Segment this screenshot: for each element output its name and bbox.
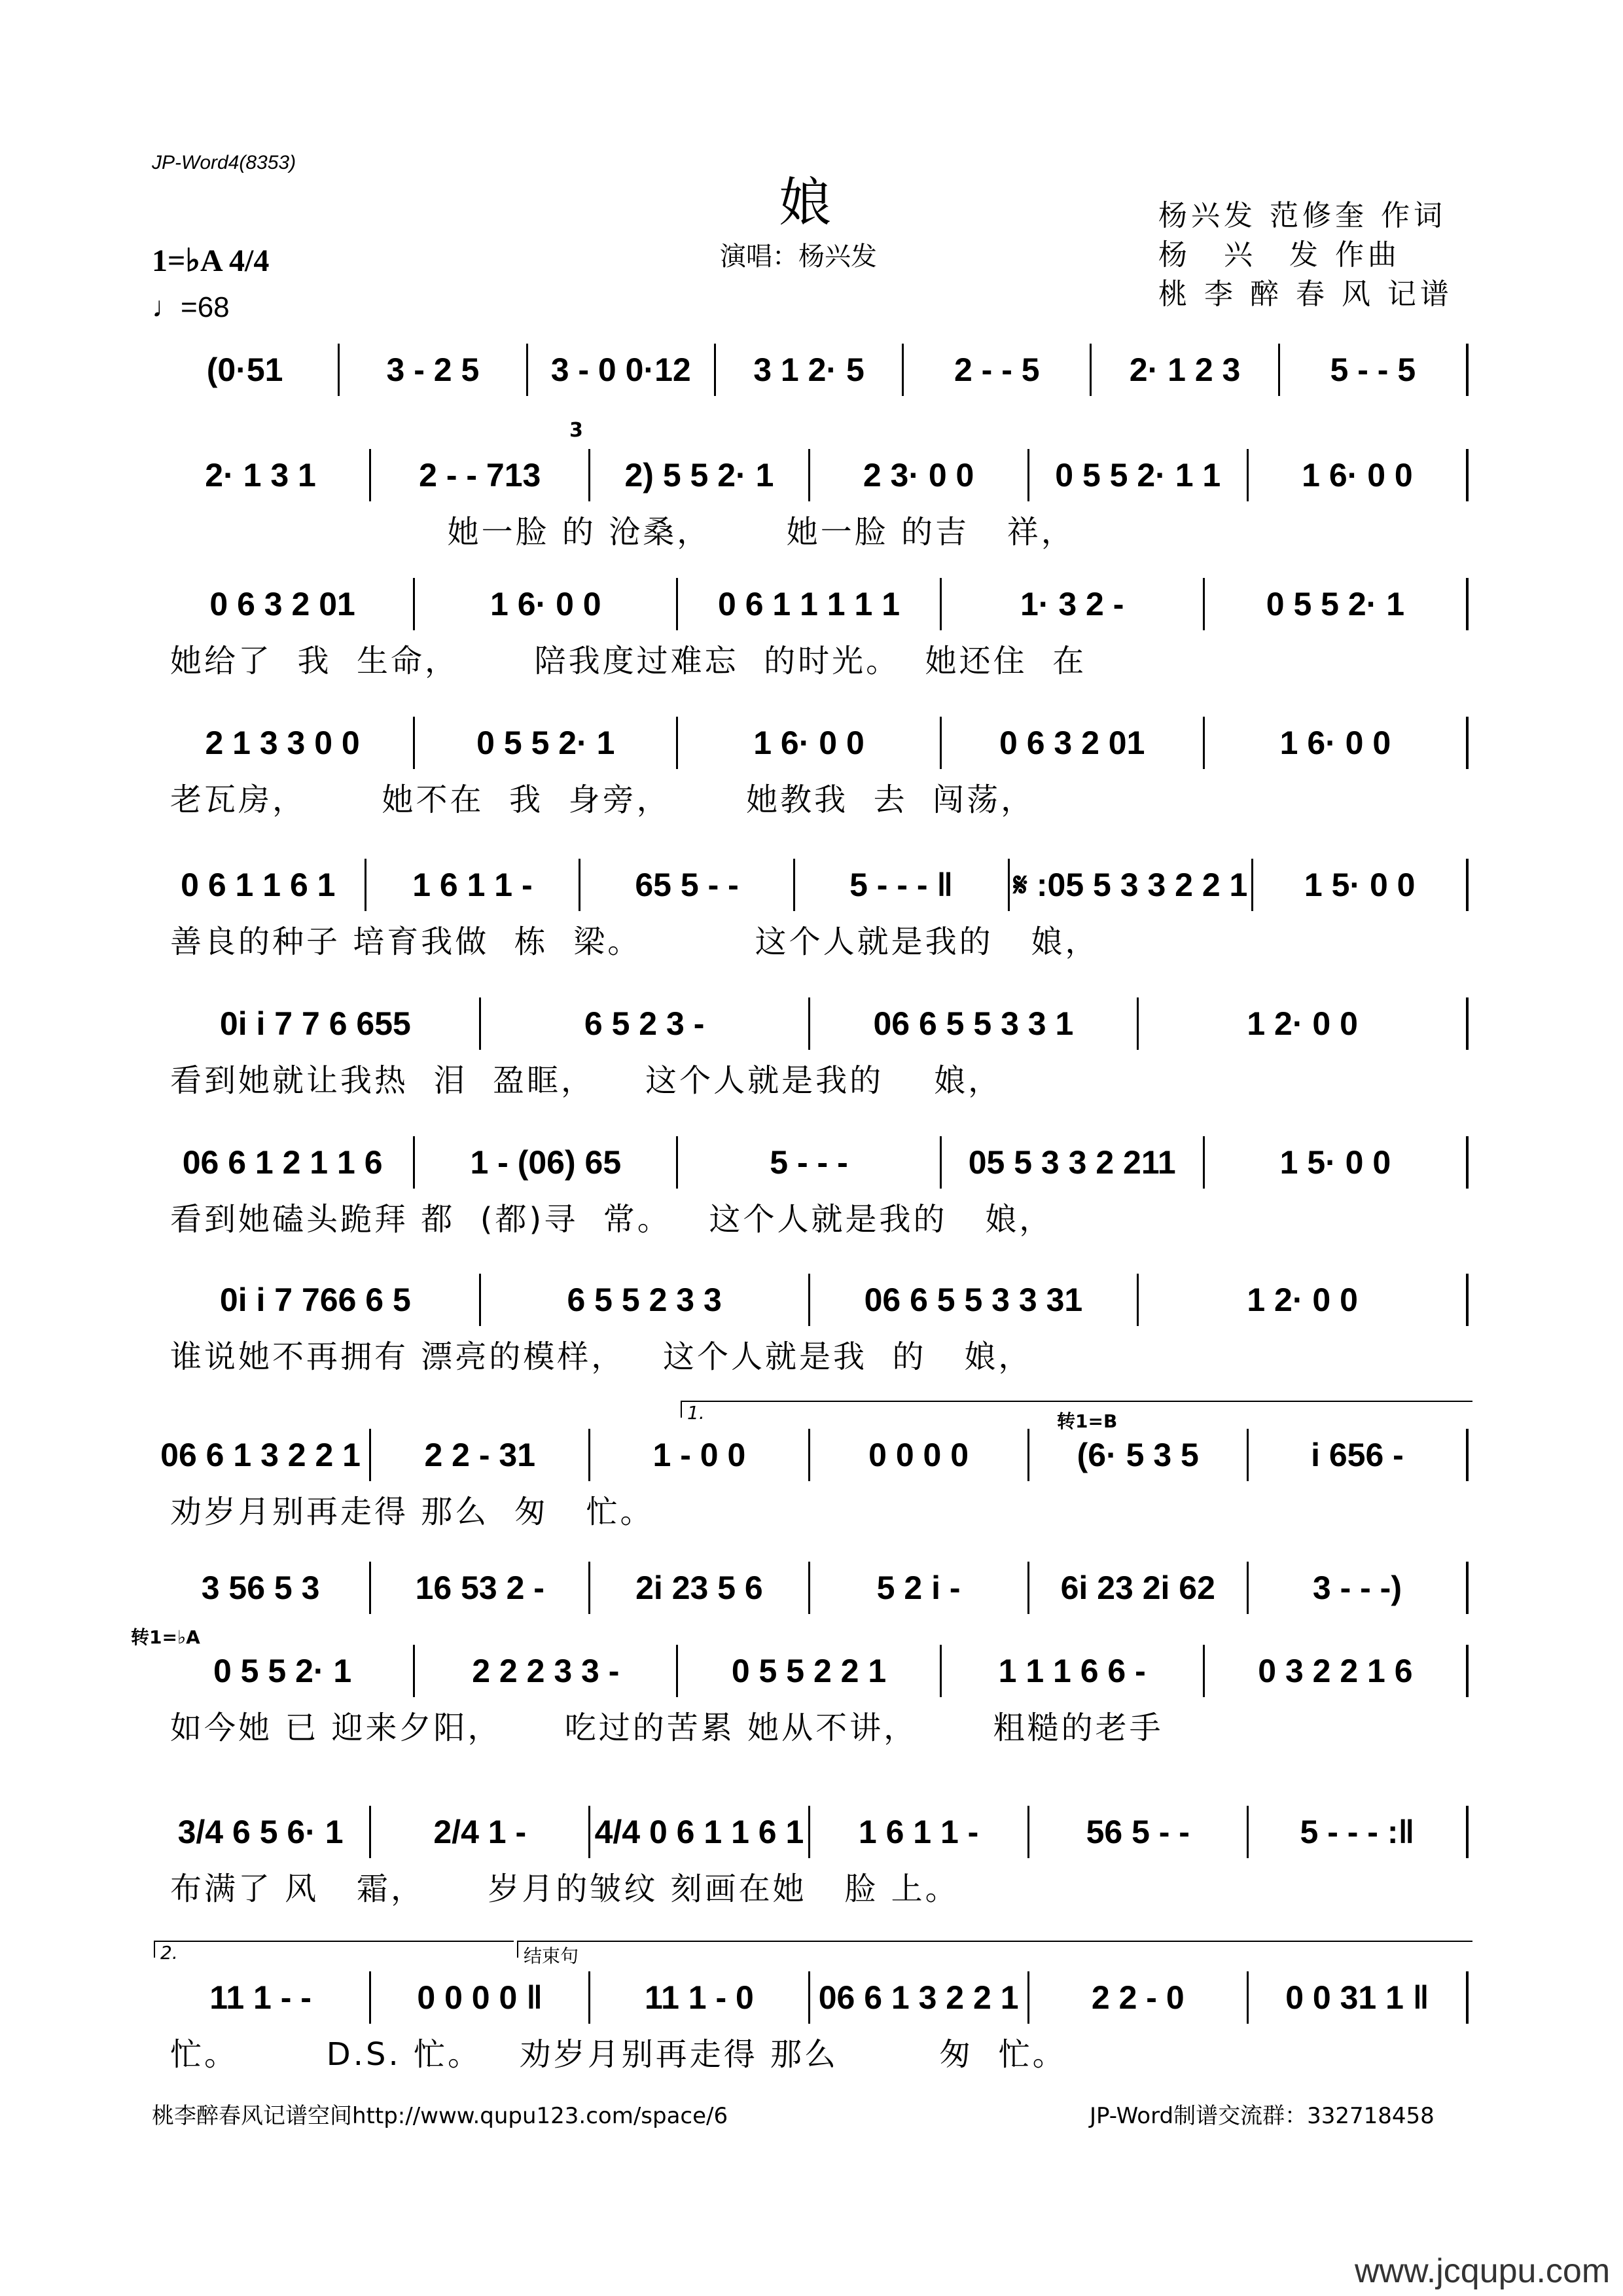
measure: 3 - 2 5 <box>340 344 527 396</box>
measure: 1 2· 0 0 <box>1139 1274 1469 1326</box>
music-system <box>152 1806 1469 1858</box>
footer-left: 桃李醉春风记谱空间http://www.qupu123.com/space/6 <box>152 2103 728 2129</box>
measure: 1 6· 0 0 <box>678 717 941 769</box>
measure: 06 6 5 5 3 3 1 <box>810 997 1139 1050</box>
measure: 1 - (06) 65 <box>415 1136 678 1189</box>
triplet-mark: 3 <box>569 419 583 442</box>
footer-right: JP-Word制谱交流群：332718458 <box>1090 2103 1435 2129</box>
measure: 06 6 1 3 2 2 1 <box>810 1971 1029 2024</box>
measure: 2 2 2 3 3 - <box>415 1645 678 1697</box>
lyrics-line: 忙。 D.S. 忙。 劝岁月别再走得 那么 匆 忙。 <box>170 2036 1067 2073</box>
measure: 6 5 2 3 - <box>481 997 810 1050</box>
measure: 65 5 - - <box>580 859 795 911</box>
measure: 5 - - 5 <box>1280 344 1469 396</box>
measure: 0 6 3 2 01 <box>152 578 415 630</box>
measure: 2i 23 5 6 <box>590 1562 810 1614</box>
music-system <box>152 449 1469 501</box>
measure: 1 - 0 0 <box>590 1429 810 1481</box>
measure: 1 6· 0 0 <box>1249 449 1469 501</box>
measure: 1· 3 2 - <box>942 578 1205 630</box>
measure: 0i i 7 766 6 5 <box>152 1274 481 1326</box>
measure: i 656 - <box>1249 1429 1469 1481</box>
measure: 06 6 1 3 2 2 1 <box>152 1429 371 1481</box>
transcriber: 桃 李 醉 春 风 记谱 <box>1158 278 1453 311</box>
music-system <box>152 1429 1469 1481</box>
lyrics-line: 谁说她不再拥有 漂亮的模样， 这个人就是我 的 娘， <box>170 1338 1033 1375</box>
measure: 05 5 3 3 2 211 <box>942 1136 1205 1189</box>
music-system <box>152 859 1469 911</box>
measure: 1 6 1 1 - <box>810 1806 1029 1858</box>
lyrics-line: 如今她 已 迎来夕阳， 吃过的苦累 她从不讲， 粗糙的老手 <box>170 1710 1164 1746</box>
measure: 2 2 - 0 <box>1029 1971 1249 2024</box>
measure: 0 5 5 2· 1 <box>415 717 678 769</box>
measure: 0 6 3 2 01 <box>942 717 1205 769</box>
music-system <box>152 1645 1469 1697</box>
lyrics-line: 老瓦房， 她不在 我 身旁， 她教我 去 闯荡， <box>170 781 1035 818</box>
measure: 16 53 2 - <box>371 1562 590 1614</box>
measure: 2/4 1 - <box>371 1806 590 1858</box>
measure: 0 6 1 1 6 1 <box>152 859 366 911</box>
measure: 0 0 31 1 ‖ <box>1249 1971 1469 2024</box>
measure: 0 5 5 2· 1 1 <box>1029 449 1249 501</box>
measure: 3 - - -) <box>1249 1562 1469 1614</box>
measure: 5 - - - ‖ <box>795 859 1010 911</box>
lyrics-line: 劝岁月别再走得 那么 匆 忙。 <box>170 1494 654 1530</box>
measure: (0·51 <box>152 344 340 396</box>
music-system <box>152 344 1469 396</box>
music-system <box>152 1971 1469 2024</box>
music-system <box>152 1136 1469 1189</box>
measure: 3 56 5 3 <box>152 1562 371 1614</box>
measure: (6· 5 3 5 <box>1029 1429 1249 1481</box>
lyrics-line: 布满了 风 霜， 岁月的皱纹 刻画在她 脸 上。 <box>170 1871 959 1907</box>
lyrics-line: 看到她就让我热 泪 盈眶， 这个人就是我的 娘， <box>170 1062 1003 1099</box>
modulation-b: 转1=B <box>1057 1410 1118 1432</box>
measure: 5 - - - :‖ <box>1249 1806 1469 1858</box>
measure: 2 3· 0 0 <box>810 449 1029 501</box>
measure: 3 1 2· 5 <box>716 344 904 396</box>
ending-phrase: 结束句 <box>517 1941 1472 1958</box>
measure: 56 5 - - <box>1029 1806 1249 1858</box>
composer: 杨 兴 发 作曲 <box>1158 238 1400 272</box>
measure: 0 0 0 0 ‖ <box>371 1971 590 2024</box>
measure: 0 6 1 1 1 1 1 <box>678 578 941 630</box>
lyrics-line: 善良的种子 培育我做 栋 梁。 这个人就是我的 娘， <box>170 924 1099 960</box>
measure: 5 - - - <box>678 1136 941 1189</box>
measure: 06 6 1 2 1 1 6 <box>152 1136 415 1189</box>
measure: 0i i 7 7 6 655 <box>152 997 481 1050</box>
modulation-ab: 转1=♭A <box>131 1626 200 1648</box>
volta-2: 2. <box>154 1941 514 1958</box>
music-system <box>152 578 1469 630</box>
measure: 4/4 0 6 1 1 6 1 <box>590 1806 810 1858</box>
music-system <box>152 1562 1469 1614</box>
lyricist: 杨兴发 范修奎 作词 <box>1158 199 1446 232</box>
tempo-marking: ♩=68 <box>152 291 230 323</box>
measure: 2 2 - 31 <box>371 1429 590 1481</box>
measure: 6i 23 2i 62 <box>1029 1562 1249 1614</box>
measure: 𝄋 :05 5 3 3 2 2 1 <box>1010 859 1254 911</box>
measure: 2· 1 2 3 <box>1092 344 1279 396</box>
measure: 2 1 3 3 0 0 <box>152 717 415 769</box>
volta-1: 1. <box>681 1401 1472 1418</box>
song-title: 娘 <box>779 172 831 233</box>
music-system <box>152 1274 1469 1326</box>
measure: 0 5 5 2· 1 <box>1205 578 1469 630</box>
measure: 0 5 5 2 2 1 <box>678 1645 941 1697</box>
measure: 1 2· 0 0 <box>1139 997 1469 1050</box>
measure: 1 6· 0 0 <box>1205 717 1469 769</box>
measure: 1 5· 0 0 <box>1253 859 1469 911</box>
lyrics-line: 看到她磕头跪拜 都 (都)寻 常。 这个人就是我的 娘， <box>170 1201 1054 1238</box>
key-signature: 1=♭A 4/4 <box>152 243 270 278</box>
watermark: www.jcqupu.com <box>1355 2252 1611 2290</box>
measure: 0 0 0 0 <box>810 1429 1029 1481</box>
measure: 2 - - 5 <box>904 344 1092 396</box>
lyrics-line: 她一脸 的 沧桑， 她一脸 的吉 祥， <box>170 514 1075 550</box>
measure: 11 1 - - <box>152 1971 371 2024</box>
measure: 0 5 5 2· 1 <box>152 1645 415 1697</box>
measure: 6 5 5 2 3 3 <box>481 1274 810 1326</box>
software-version: JP-Word4(8353) <box>152 152 296 173</box>
measure: 1 5· 0 0 <box>1205 1136 1469 1189</box>
measure: 11 1 - 0 <box>590 1971 810 2024</box>
singer: 演唱：杨兴发 <box>720 242 877 272</box>
measure: 06 6 5 5 3 3 31 <box>810 1274 1139 1326</box>
lyrics-line: 她给了 我 生命， 陪我度过难忘 的时光。 她还住 在 <box>170 643 1087 679</box>
music-system <box>152 717 1469 769</box>
music-system <box>152 997 1469 1050</box>
measure: 2 - - 713 <box>371 449 590 501</box>
measure: 1 6· 0 0 <box>415 578 678 630</box>
measure: 1 6 1 1 - <box>366 859 581 911</box>
credits <box>1158 196 1453 314</box>
measure: 3 - 0 0·12 <box>528 344 716 396</box>
measure: 0 3 2 2 1 6 <box>1205 1645 1469 1697</box>
measure: 3/4 6 5 6· 1 <box>152 1806 371 1858</box>
measure: 2· 1 3 1 <box>152 449 371 501</box>
measure: 1 1 1 6 6 - <box>942 1645 1205 1697</box>
measure: 2) 5 5 2· 1 <box>590 449 810 501</box>
measure: 5 2 i - <box>810 1562 1029 1614</box>
